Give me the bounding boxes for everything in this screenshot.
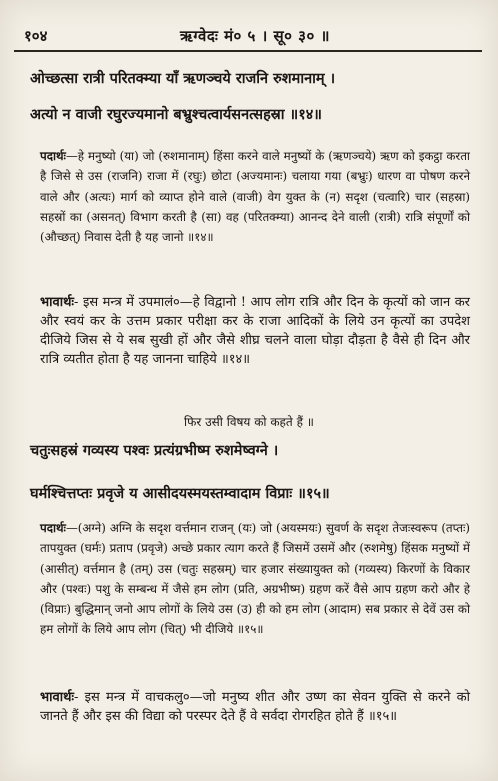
mantra-15-line-1: चतुःसहस्रं गव्यस्य पश्वः प्रत्यंग्रभीष्म रुशमेष्वग्ने । (30, 442, 279, 459)
padartha-14 (40, 146, 470, 247)
transition-line: फिर उसी विषय को कहते हैं ॥ (184, 415, 314, 429)
bhavartha-14 (40, 293, 470, 369)
mantra-14-line-1: ओच्छत्सा रात्री परितक्म्या याँ ऋणञ्चये राजनि रुशमानाम् । (30, 70, 336, 87)
mantra-14-line-2: अत्यो न वाजी रघुरज्यमानो बभ्रुश्चत्वार्यसनत्सहस्रा ॥१४॥ (30, 106, 322, 123)
bhavartha-15 (40, 688, 470, 726)
page-number: १०४ (24, 27, 48, 45)
padartha-14-label: पदार्थः (40, 149, 66, 163)
bhavartha-14-label: भावार्थः (40, 295, 75, 310)
mantra-15-line-2: घर्मश्चित्तप्तः प्रवृजे य आसीदयस्मयस्तम्वादाम विप्राः ॥१५॥ (30, 485, 330, 502)
running-title: ऋग्वेदः मं० ५ । सू० ३० ॥ (180, 27, 330, 45)
padartha-15-text: —(अग्ने) अग्नि के सदृश वर्त्तमान राजन् (यः) जो (अयस्मयः) सुवर्ण के सदृश तेजःस्वरूप (तप्तः) तापयुक्त (घर्मः) प्रताप (प्रवृजे) अच्छे प्रकार त्याग करते हैं जिसमें उसमें और (रुशमेषु) हिंसक मनुष्यों में (आसीत्) वर्त्तमान है (तम्) उस (चतुः सहस्रम्) चार हजार संख्यायुक्त को (गव्यस्य) किरणों के विकार और (पश्वः) पशु के सम्बन्ध में जैसे हम लोग (प्रति, अग्रभीष्म) ग्रहण करें वैसे आप ग्रहण करो और हे (विप्राः) बुद्धिमान् जनो आप लोगों के लिये उस (उ) ही को हम लोग (आदाम) सब प्रकार से देवें उस को हम लोगों के लिये आप लोग (चित्) भी दीजिये ॥१५॥ (40, 521, 470, 637)
padartha-15 (40, 518, 470, 640)
padartha-14-text: —हे मनुष्यो (या) जो (रुशमानाम्) हिंसा करने वाले मनुष्यों के (ऋणञ्चये) ऋण को इकट्ठा करता है जिसे से उस (राजनि) राजा में (रघुः) छोटा (अज्यमानः) चलाया गया (बभ्रुः) धारण वा पोषण करने वाले और (अत्यः) मार्ग को व्याप्त होने वाले (वाजी) वेग युक्त के (न) सदृश (चत्वारि) चार (सहस्रा) सहस्रों का (असनत्) विभाग करती है (सा) वह (परितक्म्या) आनन्द देने वाली (रात्री) रात्रि संपूर्णों को (औच्छत्) निवास देती है यह जानो ॥१४॥ (40, 149, 470, 245)
page-header (22, 26, 477, 48)
header-rule (14, 50, 482, 52)
bhavartha-15-text: - इस मन्त्र में वाचकलु०—जो मनुष्य शीत और उष्ण का सेवन युक्ति से करने को जानते हैं और इस की विद्या को परस्पर देते हैं वे सर्वदा रोगरहित होते हैं ॥१५॥ (40, 690, 470, 724)
bhavartha-15-label: भावार्थः (40, 690, 75, 705)
padartha-15-label: पदार्थः (40, 521, 66, 535)
bhavartha-14-text: - इस मन्त्र में उपमालं०—हे विद्वानो ! आप लोग रात्रि और दिन के कृत्यों को जान कर और स्वयं कर के उत्तम प्रकार परीक्षा कर के राजा आदिकों के लिये उन कृत्यों का उपदेश दीजिये जिस से ये सब सुखी हों और जैसे शीघ्र चलने वाला घोड़ा दौड़ता है वैसे ही दिन और रात्रि व्यतीत होता है यह जानना चाहिये ॥१४॥ (40, 295, 470, 367)
